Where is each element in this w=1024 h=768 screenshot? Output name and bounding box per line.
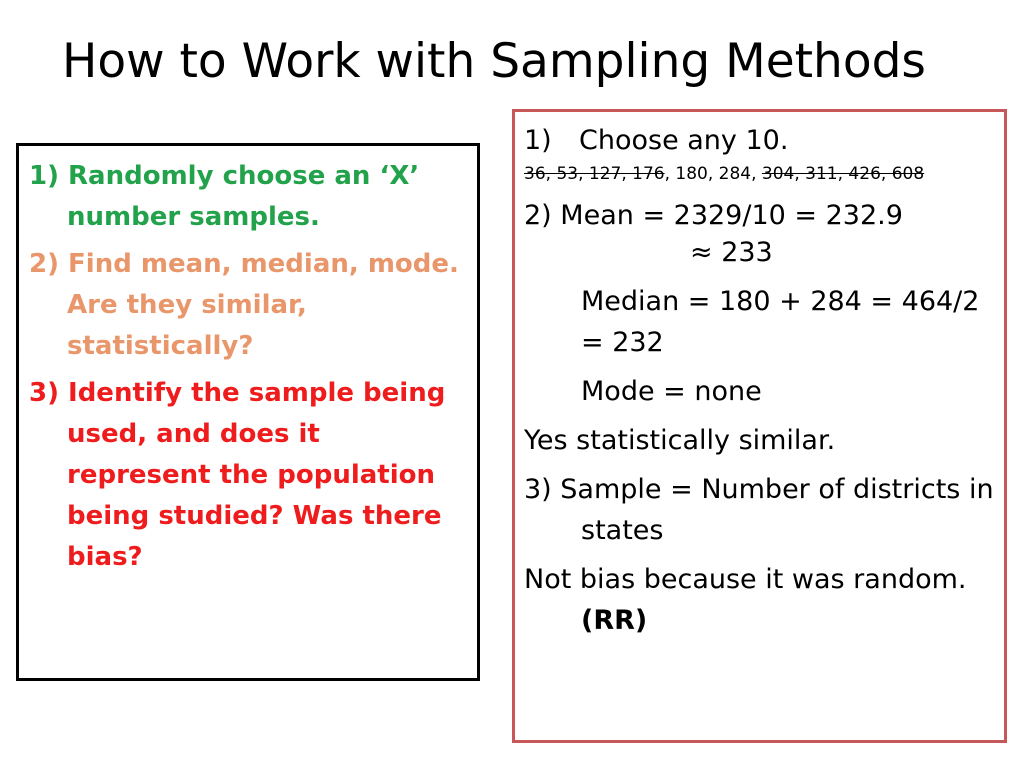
slide-title: How to Work with Sampling Methods <box>62 34 926 89</box>
mode-line: Mode = none <box>581 376 762 407</box>
bias-text: Not bias because it was random. <box>524 564 967 595</box>
instructions-box <box>16 143 480 681</box>
step-3-text: 3) Identify the sample being used, and does it represent the population being studied? Was there bias? <box>29 378 446 572</box>
median-line: Median = 180 + 284 = 464/2 = 232 <box>581 286 980 358</box>
struck-numbers-last: 304, 311, 426, 608 <box>761 164 925 184</box>
step-2-text: 2) Find mean, median, mode. Are they similar, statistically? <box>29 249 459 361</box>
similar-line: Yes statistically similar. <box>524 425 836 456</box>
mean-line: 2) Mean = 2329/10 = 232.9 <box>524 200 903 231</box>
sample-line: 3) Sample = Number of districts in states <box>524 474 994 546</box>
bias-tag: (RR) <box>581 605 648 636</box>
mean-approx: ≈ 233 <box>690 237 773 268</box>
choose-number: 1) <box>524 125 552 156</box>
choose-line <box>524 120 998 161</box>
step-1-text: 1) Randomly choose an ‘X’ number samples. <box>29 161 420 232</box>
kept-numbers: , 180, 284, <box>664 164 762 184</box>
struck-numbers-first: 36, 53, 127, 176 <box>524 164 665 184</box>
choose-text: Choose any 10. <box>579 125 789 156</box>
answer-box <box>512 109 1007 743</box>
bias-line <box>524 559 998 641</box>
sample-numbers <box>524 163 998 185</box>
